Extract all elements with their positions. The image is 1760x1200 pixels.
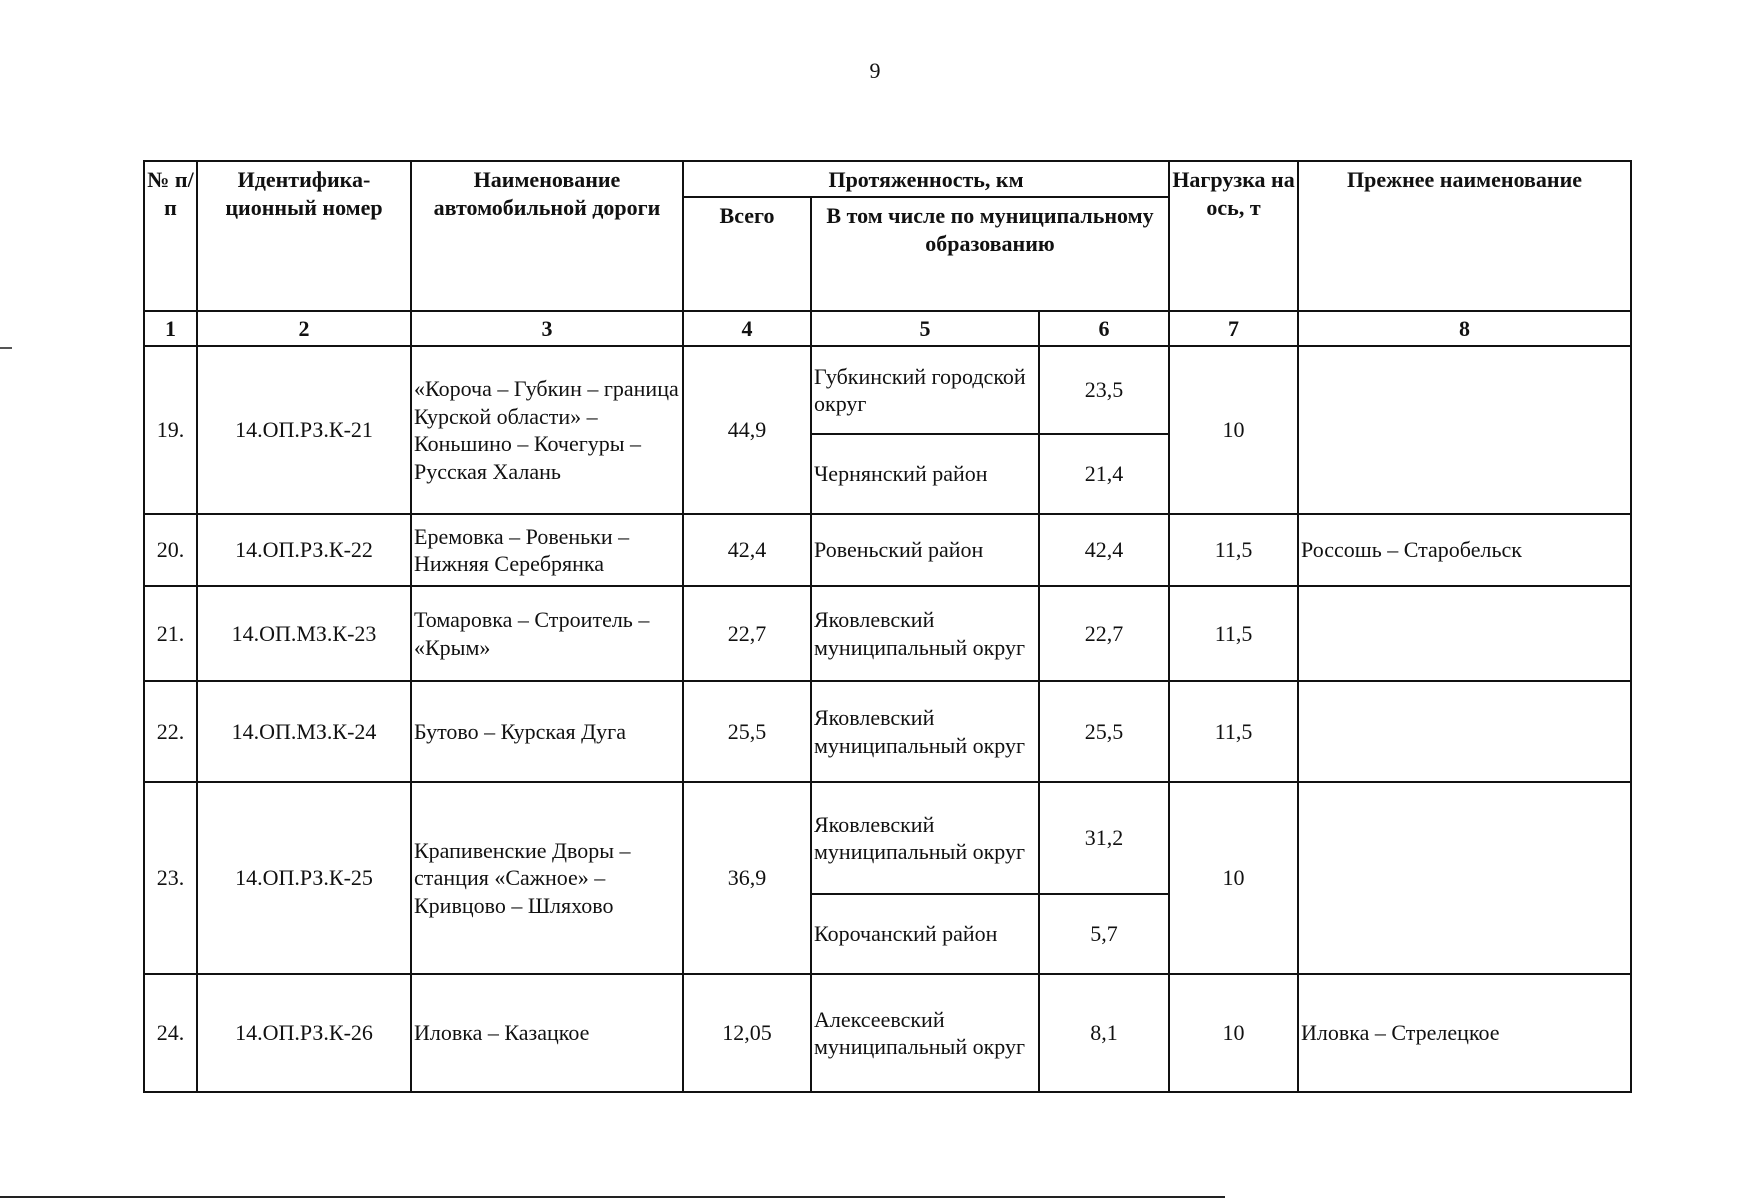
row-number: 24. <box>144 974 197 1092</box>
axle-load: 11,5 <box>1169 681 1298 782</box>
former-name <box>1298 681 1631 782</box>
road-name: Иловка – Казацкое <box>411 974 683 1092</box>
municipality-name: Губкинский городской округ <box>811 346 1039 434</box>
municipality-name: Яковлевский муниципальный округ <box>811 782 1039 894</box>
column-number: 3 <box>411 311 683 346</box>
column-number: 4 <box>683 311 811 346</box>
header-by-municipality: В том числе по муниципальному образованию <box>811 197 1169 311</box>
column-number: 5 <box>811 311 1039 346</box>
road-name: Томаровка – Строитель – «Крым» <box>411 586 683 681</box>
road-length-total: 22,7 <box>683 586 811 681</box>
municipality-name: Ровеньский район <box>811 514 1039 586</box>
column-number: 1 <box>144 311 197 346</box>
row-number: 21. <box>144 586 197 681</box>
municipality-length: 8,1 <box>1039 974 1169 1092</box>
municipality-length: 23,5 <box>1039 346 1169 434</box>
table-row <box>144 514 1631 586</box>
municipality-length: 22,7 <box>1039 586 1169 681</box>
axle-load: 10 <box>1169 782 1298 974</box>
former-name: Россошь – Старобельск <box>1298 514 1631 586</box>
row-number: 23. <box>144 782 197 974</box>
road-id: 14.ОП.РЗ.К-21 <box>197 346 411 514</box>
road-name: Крапивенские Дворы – станция «Сажное» – Кривцово – Шляхово <box>411 782 683 974</box>
road-id: 14.ОП.РЗ.К-25 <box>197 782 411 974</box>
column-number: 2 <box>197 311 411 346</box>
row-number: 20. <box>144 514 197 586</box>
axle-load: 11,5 <box>1169 586 1298 681</box>
header-id: Идентифика-ционный номер <box>197 161 411 311</box>
road-name: Бутово – Курская Дуга <box>411 681 683 782</box>
column-number: 7 <box>1169 311 1298 346</box>
header-former-name: Прежнее наименование <box>1298 161 1631 311</box>
municipality-name: Чернянский район <box>811 434 1039 514</box>
municipality-name: Яковлевский муниципальный округ <box>811 681 1039 782</box>
road-id: 14.ОП.РЗ.К-22 <box>197 514 411 586</box>
column-number: 8 <box>1298 311 1631 346</box>
former-name: Иловка – Стрелецкое <box>1298 974 1631 1092</box>
axle-load: 11,5 <box>1169 514 1298 586</box>
header-total: Всего <box>683 197 811 311</box>
road-length-total: 44,9 <box>683 346 811 514</box>
column-number: 6 <box>1039 311 1169 346</box>
road-length-total: 42,4 <box>683 514 811 586</box>
table-row <box>144 681 1631 782</box>
header-road-name: Наименование автомобильной дороги <box>411 161 683 311</box>
table-row <box>144 586 1631 681</box>
header-row <box>144 161 1631 197</box>
margin-mark <box>0 347 12 349</box>
road-name: «Короча – Губкин – граница Курской области» – Коньшино – Кочегуры – Русская Халань <box>411 346 683 514</box>
axle-load: 10 <box>1169 974 1298 1092</box>
table-row <box>144 782 1631 894</box>
road-length-total: 36,9 <box>683 782 811 974</box>
table-row <box>144 346 1631 434</box>
road-name: Еремовка – Ровеньки – Нижняя Серебрянка <box>411 514 683 586</box>
row-number: 19. <box>144 346 197 514</box>
municipality-name: Корочанский район <box>811 894 1039 974</box>
municipality-name: Яковлевский муниципальный округ <box>811 586 1039 681</box>
header-axle-load: Нагрузка на ось, т <box>1169 161 1298 311</box>
axle-load: 10 <box>1169 346 1298 514</box>
footer-rule <box>0 1196 1225 1198</box>
municipality-length: 42,4 <box>1039 514 1169 586</box>
row-number: 22. <box>144 681 197 782</box>
former-name <box>1298 586 1631 681</box>
municipality-length: 5,7 <box>1039 894 1169 974</box>
road-id: 14.ОП.РЗ.К-26 <box>197 974 411 1092</box>
former-name <box>1298 346 1631 514</box>
municipality-length: 31,2 <box>1039 782 1169 894</box>
road-id: 14.ОП.МЗ.К-24 <box>197 681 411 782</box>
header-length: Протяженность, км <box>683 161 1169 197</box>
header-num: № п/п <box>144 161 197 311</box>
former-name <box>1298 782 1631 974</box>
table-row <box>144 974 1631 1092</box>
municipality-name: Алексеевский муниципальный округ <box>811 974 1039 1092</box>
road-length-total: 25,5 <box>683 681 811 782</box>
road-id: 14.ОП.МЗ.К-23 <box>197 586 411 681</box>
column-numbers-row <box>144 311 1631 346</box>
road-length-total: 12,05 <box>683 974 811 1092</box>
page-number: 9 <box>869 58 881 83</box>
municipality-length: 25,5 <box>1039 681 1169 782</box>
municipality-length: 21,4 <box>1039 434 1169 514</box>
roads-table <box>143 160 1632 1093</box>
